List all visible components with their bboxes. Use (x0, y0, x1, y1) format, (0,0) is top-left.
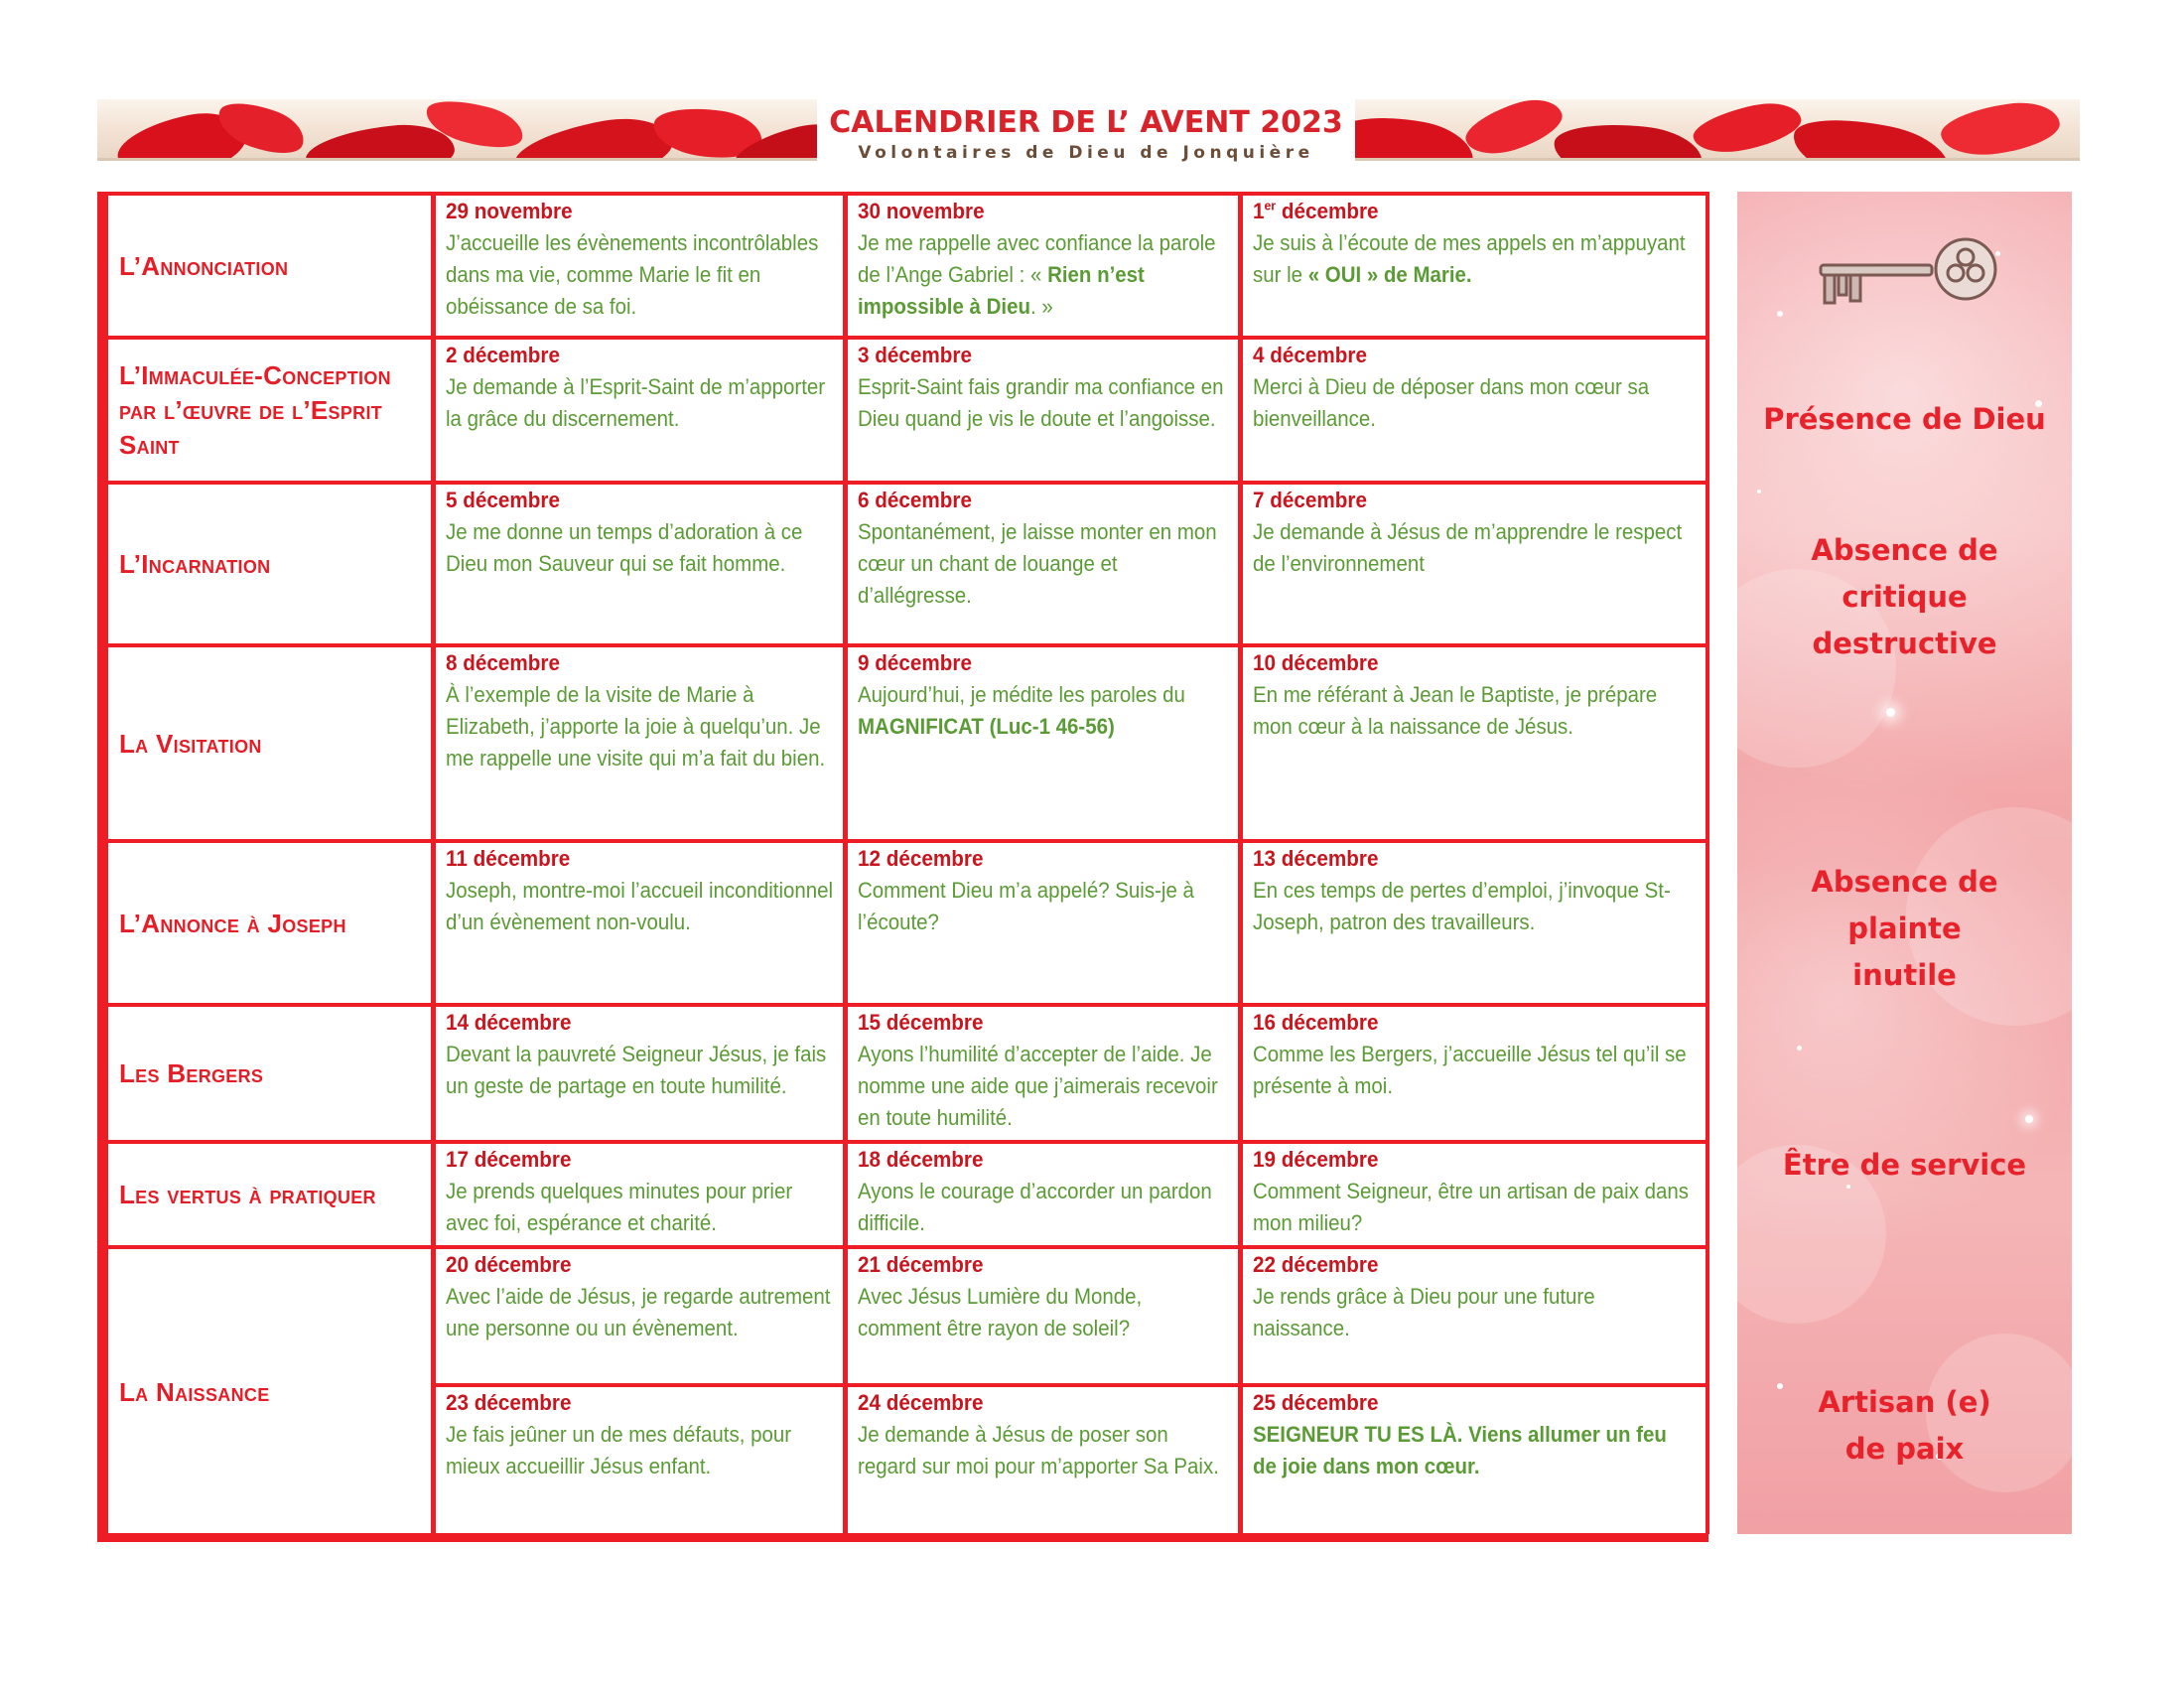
day-text: Ayons l’humilité d’accepter de l’aide. Je nomme une aide que j’aimerais recevoir en toute humilité. (858, 1042, 1218, 1130)
day-text: Je me rappelle avec confiance la parole de l’Ange Gabriel : « Rien n’est impossible à Dieu. » (858, 230, 1216, 319)
day-cell (1243, 1387, 1706, 1482)
day-text: En ces temps de pertes d’emploi, j’invoque St-Joseph, patron des travailleurs. (1253, 878, 1671, 934)
day-cell (848, 1249, 1238, 1344)
day-text: Je rends grâce à Dieu pour une future naissance. (1253, 1284, 1595, 1340)
day-cell (436, 196, 843, 323)
key-icon (1817, 231, 2005, 311)
header-title-block (817, 99, 1355, 163)
day-cell (1243, 843, 1706, 938)
column-divider (1706, 192, 1709, 1534)
day-text: Comment Dieu m’a appelé? Suis-je à l’écoute? (858, 878, 1194, 934)
day-text: Avec l’aide de Jésus, je regarde autrement une personne ou un évènement. (446, 1284, 831, 1340)
day-date: 19 décembre (1253, 1147, 1379, 1172)
day-date: 20 décembre (446, 1252, 572, 1277)
day-text: SEIGNEUR TU ES LÀ. Viens allumer un feu de joie dans mon cœur. (1253, 1422, 1667, 1478)
day-date: 25 décembre (1253, 1390, 1379, 1415)
virtue-label: Présence de Dieu (1763, 402, 2046, 436)
day-text: Je me donne un temps d’adoration à ce Dieu mon Sauveur qui se fait homme. (446, 519, 803, 576)
theme-label: L’Annonce à Joseph (119, 908, 346, 938)
day-cell (1243, 485, 1706, 580)
day-text: Comme les Bergers, j’accueille Jésus tel qu’il se présente à moi. (1253, 1042, 1687, 1098)
day-date: 13 décembre (1253, 846, 1379, 871)
day-date: 10 décembre (1253, 650, 1379, 675)
day-cell (1243, 196, 1706, 291)
day-cell (848, 1007, 1238, 1134)
day-text: Devant la pauvreté Seigneur Jésus, je fais un geste de partage en toute humilité. (446, 1042, 827, 1098)
theme-label: L’Incarnation (119, 549, 271, 579)
virtue-label: Absence de plainte inutile (1811, 865, 1998, 992)
day-text: Je demande à Jésus de poser son regard sur moi pour m’apporter Sa Paix. (858, 1422, 1219, 1478)
day-date: 12 décembre (858, 846, 984, 871)
table-frame-left (97, 192, 108, 1542)
day-date: 30 novembre (858, 199, 985, 223)
day-cell (1243, 647, 1706, 743)
day-text: Je demande à Jésus de m’apprendre le respect de l’environnement (1253, 519, 1683, 576)
day-cell (1243, 1249, 1706, 1344)
day-cell (1243, 1144, 1706, 1239)
day-date: 15 décembre (858, 1010, 984, 1035)
day-text: En me référant à Jean le Baptiste, je prépare mon cœur à la naissance de Jésus. (1253, 682, 1658, 739)
day-date: 23 décembre (446, 1390, 572, 1415)
day-date: 14 décembre (446, 1010, 572, 1035)
virtue-label: Artisan (e) de paix (1818, 1385, 1991, 1466)
table-frame-bottom (97, 1533, 1708, 1542)
day-date: 17 décembre (446, 1147, 572, 1172)
theme-label: L’Annonciation (119, 250, 289, 281)
virtue-label: Absence de critique destructive (1811, 533, 1998, 660)
day-cell (1243, 1007, 1706, 1102)
theme-label: La Visitation (119, 728, 262, 759)
day-cell (436, 843, 843, 938)
header-banner-right (1355, 99, 2080, 161)
day-cell (436, 485, 843, 580)
day-date: 1er décembre (1253, 198, 1379, 223)
day-cell (848, 1144, 1238, 1239)
theme-label: Les Bergers (119, 1058, 264, 1088)
page-title: CALENDRIER DE L’ AVENT 2023 (829, 105, 1343, 140)
day-text: Aujourd’hui, je médite les paroles du MAGNIFICAT (Luc-1 46-56) (858, 682, 1185, 739)
day-text: J’accueille les évènements incontrôlables dans ma vie, comme Marie le fit en obéissance de sa foi. (446, 230, 819, 319)
day-text: Spontanément, je laisse monter en mon cœur un chant de louange et d’allégresse. (858, 519, 1217, 608)
day-cell (1243, 340, 1706, 435)
day-cell (436, 340, 843, 435)
day-date: 4 décembre (1253, 343, 1367, 367)
day-date: 21 décembre (858, 1252, 984, 1277)
day-text: Ayons le courage d’accorder un pardon difficile. (858, 1179, 1212, 1235)
day-date: 9 décembre (858, 650, 972, 675)
day-text: Comment Seigneur, être un artisan de paix dans mon milieu? (1253, 1179, 1690, 1235)
day-date: 2 décembre (446, 343, 560, 367)
day-text: Je suis à l’écoute de mes appels en m’appuyant sur le « OUI » de Marie. (1253, 230, 1686, 287)
theme-label: L’Immaculée-Conception par l’œuvre de l’Esprit Saint (119, 359, 391, 460)
theme-label: La Naissance (119, 1376, 270, 1407)
day-text: Merci à Dieu de déposer dans mon cœur sa bienveillance. (1253, 374, 1650, 431)
day-cell (848, 1387, 1238, 1482)
day-date: 8 décembre (446, 650, 560, 675)
day-cell (848, 843, 1238, 938)
day-cell (436, 1249, 843, 1344)
day-text: Je prends quelques minutes pour prier avec foi, espérance et charité. (446, 1179, 793, 1235)
day-date: 29 novembre (446, 199, 573, 223)
day-date: 11 décembre (446, 846, 571, 871)
day-text: Avec Jésus Lumière du Monde, comment être rayon de soleil? (858, 1284, 1143, 1340)
virtues-panel (1737, 192, 2072, 1534)
day-text: Je demande à l’Esprit-Saint de m’apporter la grâce du discernement. (446, 374, 826, 431)
day-date: 16 décembre (1253, 1010, 1379, 1035)
day-text: À l’exemple de la visite de Marie à Elizabeth, j’apporte la joie à quelqu’un. Je me rappelle une visite qui m’a fait du bien. (446, 682, 826, 771)
day-date: 5 décembre (446, 488, 560, 512)
day-date: 22 décembre (1253, 1252, 1379, 1277)
day-text: Esprit-Saint fais grandir ma confiance en Dieu quand je vis le doute et l’angoisse. (858, 374, 1224, 431)
day-cell (436, 1144, 843, 1239)
theme-label: Les vertus à pratiquer (119, 1180, 376, 1209)
day-date: 18 décembre (858, 1147, 984, 1172)
virtue-label: Être de service (1782, 1148, 2027, 1182)
day-text: Joseph, montre-moi l’accueil inconditionnel d’un évènement non-voulu. (446, 878, 834, 934)
day-cell (848, 340, 1238, 435)
day-cell (848, 647, 1238, 743)
day-cell (436, 647, 843, 774)
day-cell (436, 1387, 843, 1482)
day-cell (848, 485, 1238, 612)
page-subtitle: Volontaires de Dieu de Jonquière (858, 143, 1314, 163)
day-cell (848, 196, 1238, 323)
day-date: 7 décembre (1253, 488, 1367, 512)
day-date: 24 décembre (858, 1390, 984, 1415)
header-banner-left (97, 99, 817, 161)
day-cell (436, 1007, 843, 1102)
day-date: 3 décembre (858, 343, 972, 367)
day-text: Je fais jeûner un de mes défauts, pour mieux accueillir Jésus enfant. (446, 1422, 792, 1478)
day-date: 6 décembre (858, 488, 972, 512)
